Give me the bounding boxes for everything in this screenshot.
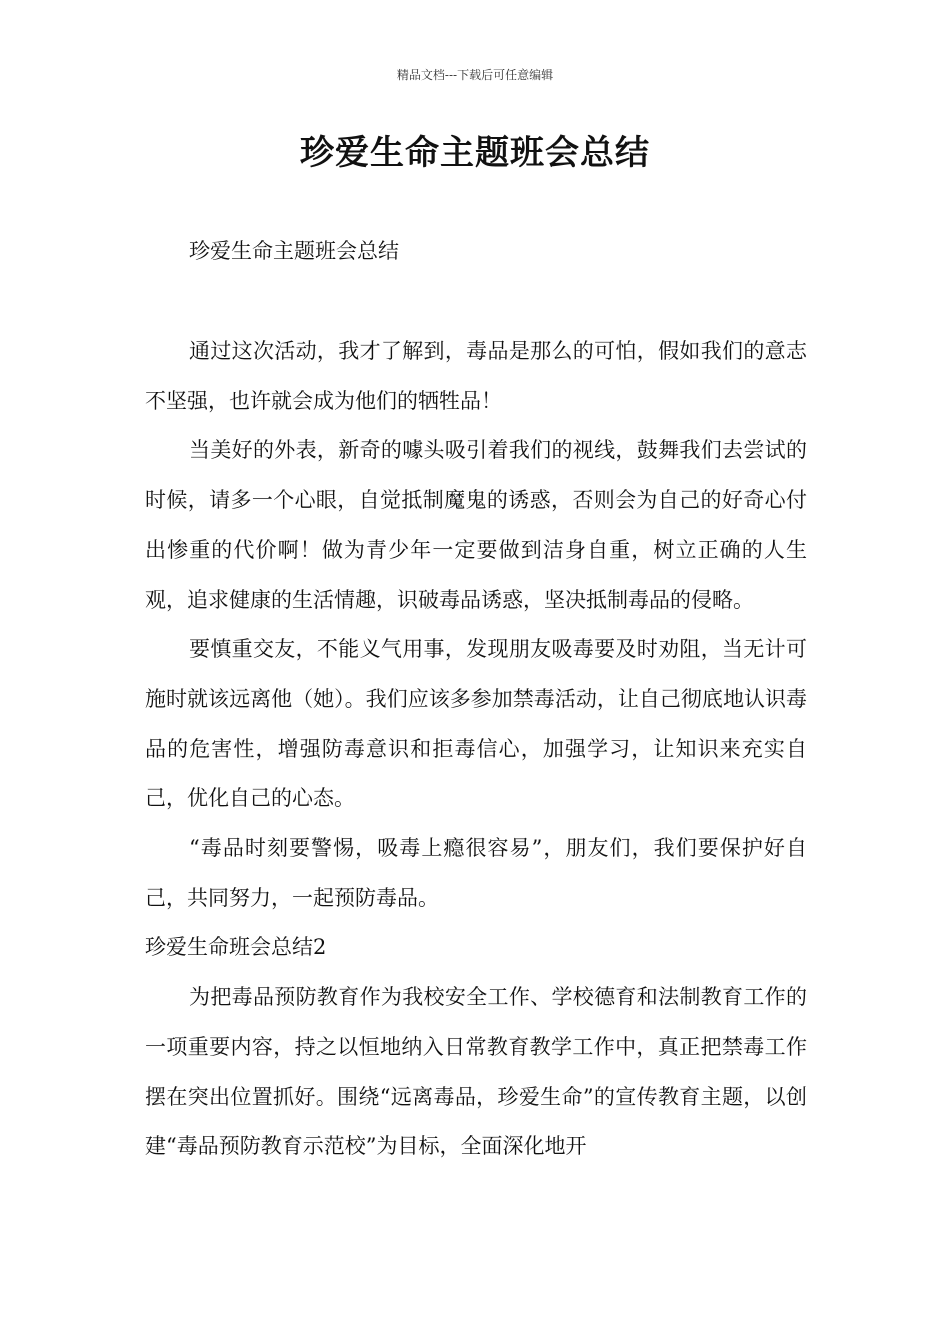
header-note: 精品文档---下载后可任意编辑 <box>396 68 554 82</box>
document-body <box>145 327 807 1172</box>
document-title: 珍爱生命主题班会总结 <box>300 133 650 173</box>
section-heading: 珍爱生命班会总结2 <box>145 935 327 960</box>
paragraph-3: 要慎重交友，不能义气用事，发现朋友吸毒要及时劝阻，当无计可施时就该远离他（她）。我们应该多参加禁毒活动，让自己彻底地认识毒品的危害性，增强防毒意识和拒毒信心，加强学习，让知识来充实自己，优化自己的心态。 <box>145 637 807 811</box>
paragraph-5: 为把毒品预防教育作为我校安全工作、学校德育和法制教育工作的一项重要内容，持之以恒地纳入日常教育教学工作中，真正把禁毒工作摆在突出位置抓好。围绕“远离毒品，珍爱生命”的宣传教育主题，以创建“毒品预防教育示范校”为目标，全面深化地开 <box>145 985 807 1159</box>
document-subtitle: 珍爱生命主题班会总结 <box>189 239 399 263</box>
paragraph-1: 通过这次活动，我才了解到，毒品是那么的可怕，假如我们的意志不坚强，也许就会成为他们的牺牲品！ <box>145 339 807 413</box>
paragraph-2: 当美好的外表，新奇的噱头吸引着我们的视线，鼓舞我们去尝试的时候，请多一个心眼，自觉抵制魔鬼的诱惑，否则会为自己的好奇心付出惨重的代价啊！做为青少年一定要做到洁身自重，树立正确的人生观，追求健康的生活情趣，识破毒品诱惑，坚决抵制毒品的侵略。 <box>145 438 807 612</box>
paragraph-4: “毒品时刻要警惕，吸毒上瘾很容易”，朋友们，我们要保护好自己，共同努力，一起预防毒品。 <box>145 836 807 910</box>
